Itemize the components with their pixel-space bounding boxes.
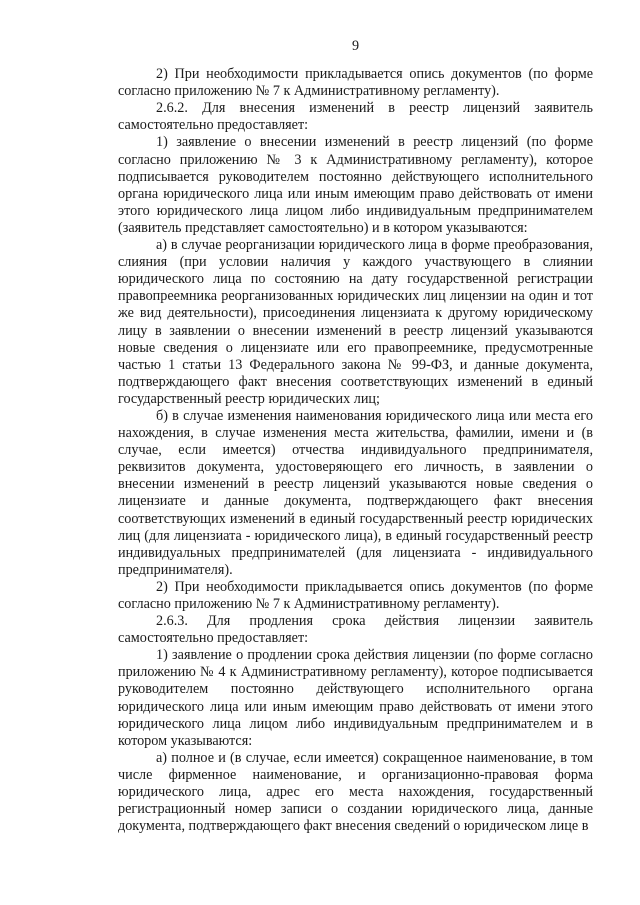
paragraph-attachment-inventory-2: 2) При необходимости прикладывается опись документов (по форме согласно приложению № 7 к Административному регламенту). [118, 578, 593, 612]
paragraph-2-6-3-heading: 2.6.3. Для продления срока действия лицензии заявитель самостоятельно предоставляет: [118, 613, 593, 647]
paragraph-2-6-2-heading: 2.6.2. Для внесения изменений в реестр лицензий заявитель самостоятельно предоставляет: [118, 100, 593, 134]
paragraph-attachment-inventory: 2) При необходимости прикладывается опись документов (по форме согласно приложению № 7 к Административному регламенту). [118, 66, 593, 100]
paragraph-name-change-case: б) в случае изменения наименования юридического лица или места его нахождения, в случае изменения места жительства, фамилии, имени и (в случае, если имеется) отчества индивидуального предпринимателя, реквизитов документа, удостоверяющего его личность, в заявлении о внесении изменений в реестр лицензий указываются новые сведения о лицензиате и данные документа, подтверждающего факт внесения соответствующих изменений в единый государственный реестр юридических лиц (для лицензиата - юридического лица), в единый государственный реестр индивидуальных предпринимателей (для лицензиата - индивидуального предпринимателя). [118, 407, 593, 578]
paragraph-registry-change-application: 1) заявление о внесении изменений в реестр лицензий (по форме согласно приложению № 3 к Административному регламенту), которое подписывается руководителем постоянно действующего исполнительного органа юридического лица или иным имеющим право действовать от имени этого юридического лица лицом либо индивидуальным предпринимателем (заявитель представляет самостоятельно) и в котором указываются: [118, 134, 593, 236]
paragraph-license-extension-application: 1) заявление о продлении срока действия лицензии (по форме согласно приложению № 4 к Административному регламенту), которое подписывается руководителем постоянно действующего исполнительного органа юридического лица или иным имеющим право действовать от имени этого юридического лица лицом либо индивидуальным предпринимателем и в котором указываются: [118, 647, 593, 749]
paragraph-entity-name-details: а) полное и (в случае, если имеется) сокращенное наименование, в том числе фирменное наименование, и организационно-правовая форма юридического лица, адрес его места нахождения, государственный регистрационный номер записи о создании юридического лица, данные документа, подтверждающего факт внесения сведений о юридическом лице в [118, 749, 593, 835]
page-number: 9 [351, 38, 360, 54]
paragraph-reorganization-case: а) в случае реорганизации юридического лица в форме преобразования, слияния (при условии наличия у каждого участвующего в слиянии юридического лица по состоянию на дату государственной регистрации правопреемника реорганизованных юридических лиц лицензии на один и тот же вид деятельности), присоединения лицензиата к другому юридическому лицу в заявлении о внесении изменений в реестр лицензий указываются новые сведения о лицензиате или его правопреемнике, предусмотренные частью 1 статьи 13 Федерального закона № 99-ФЗ, и данные документа, подтверждающего факт внесения соответствующих изменений в единый государственный реестр юридических лиц; [118, 237, 593, 407]
